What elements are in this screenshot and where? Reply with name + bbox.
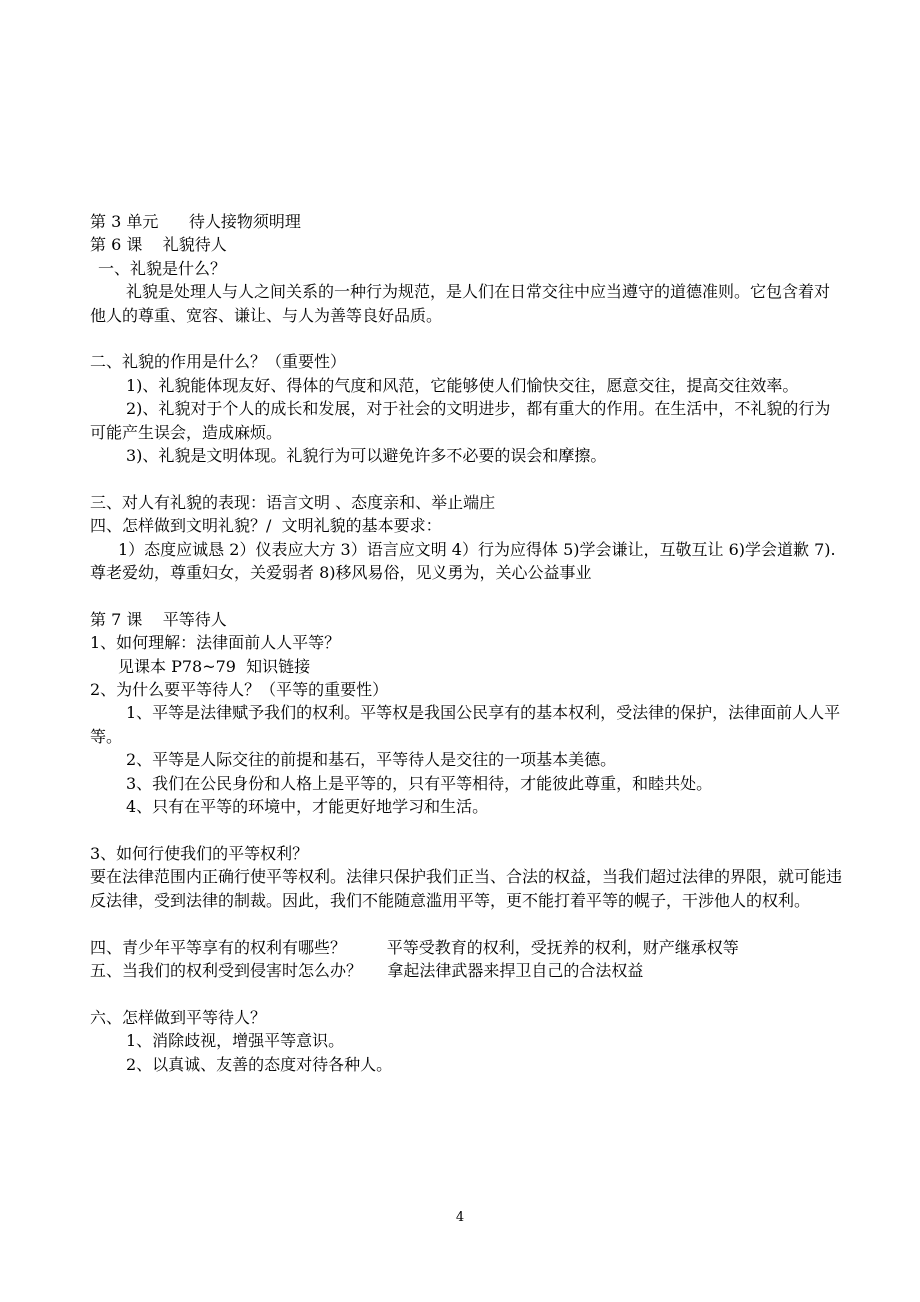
qa-line: 四、青少年平等享有的权利有哪些？ 平等受教育的权利，受抚养的权利，财产继承权等 [90, 937, 739, 957]
list-item: 2、以真诚、友善的态度对待各种人。 [126, 1054, 393, 1074]
section-heading: 四、怎样做到文明礼貌？/ 文明礼貌的基本要求： [90, 516, 442, 536]
list-item: 3)、礼貌是文明体现。礼貌行为可以避免许多不必要的误会和摩擦。 [126, 446, 607, 466]
question-heading: 2、为什么要平等待人？（平等的重要性） [90, 680, 389, 700]
list-item: 4、只有在平等的环境中，才能更好地学习和生活。 [126, 797, 489, 817]
reference-note: 见课本 P78~79 知识链接 [118, 656, 311, 676]
lesson-6-title: 第 6 课 礼貌待人 [90, 235, 227, 255]
section-heading: 一、礼貌是什么？ [98, 258, 227, 278]
list-item: 1、平等是法律赋予我们的权利。平等权是我国公民享有的基本权利，受法律的保护，法律面前人人平等。 [90, 703, 841, 746]
list-item: 2、平等是人际交往的前提和基石，平等待人是交往的一项基本美德。 [126, 750, 617, 770]
list-item: 1、消除歧视，增强平等意识。 [126, 1031, 345, 1051]
paragraph: 礼貌是处理人与人之间关系的一种行为规范，是人们在日常交往中应当遵守的道德准则。它包含着对他人的尊重、宽容、谦让、与人为善等良好品质。 [90, 282, 831, 325]
requirements-list: 1）态度应诚恳 2）仪表应大方 3）语言应文明 4）行为应得体 5)学会谦让，互敬互让 6)学会道歉 7).尊老爱幼，尊重妇女，关爱弱者 8)移风易俗，见义勇为，关心公益事业 [90, 539, 836, 583]
list-item: 1)、礼貌能体现友好、得体的气度和风范，它能够使人们愉快交往，愿意交往，提高交往效率。 [126, 375, 799, 395]
list-item: 2)、礼貌对于个人的成长和发展，对于社会的文明进步，都有重大的作用。在生活中，不礼貌的行为可能产生误会，造成麻烦。 [90, 399, 831, 442]
unit-title: 第 3 单元 待人接物须明理 [90, 212, 301, 231]
section-heading: 六、怎样做到平等待人？ [90, 1007, 267, 1027]
document-body [90, 210, 842, 1076]
section-heading: 三、对人有礼貌的表现：语言文明 、态度亲和、举止端庄 [90, 492, 496, 512]
question-heading: 3、如何行使我们的平等权利？ [90, 843, 309, 863]
question-heading: 1、如何理解：法律面前人人平等？ [90, 633, 341, 653]
page-number: 4 [455, 1210, 465, 1225]
list-item: 3、我们在公民身份和人格上是平等的，只有平等相待，才能彼此尊重，和睦共处。 [126, 773, 713, 793]
qa-line: 五、当我们的权利受到侵害时怎么办？ 拿起法律武器来捍卫自己的合法权益 [90, 960, 644, 980]
lesson-7-title: 第 7 课 平等待人 [90, 609, 227, 629]
section-heading: 二、礼貌的作用是什么？（重要性） [90, 352, 347, 372]
paragraph: 要在法律范围内正确行使平等权利。法律只保护我们正当、合法的权益，当我们超过法律的界限，就可能违反法律，受到法律的制裁。因此，我们不能随意滥用平等，更不能打着平等的幌子，干涉他人的权利。 [90, 867, 843, 910]
